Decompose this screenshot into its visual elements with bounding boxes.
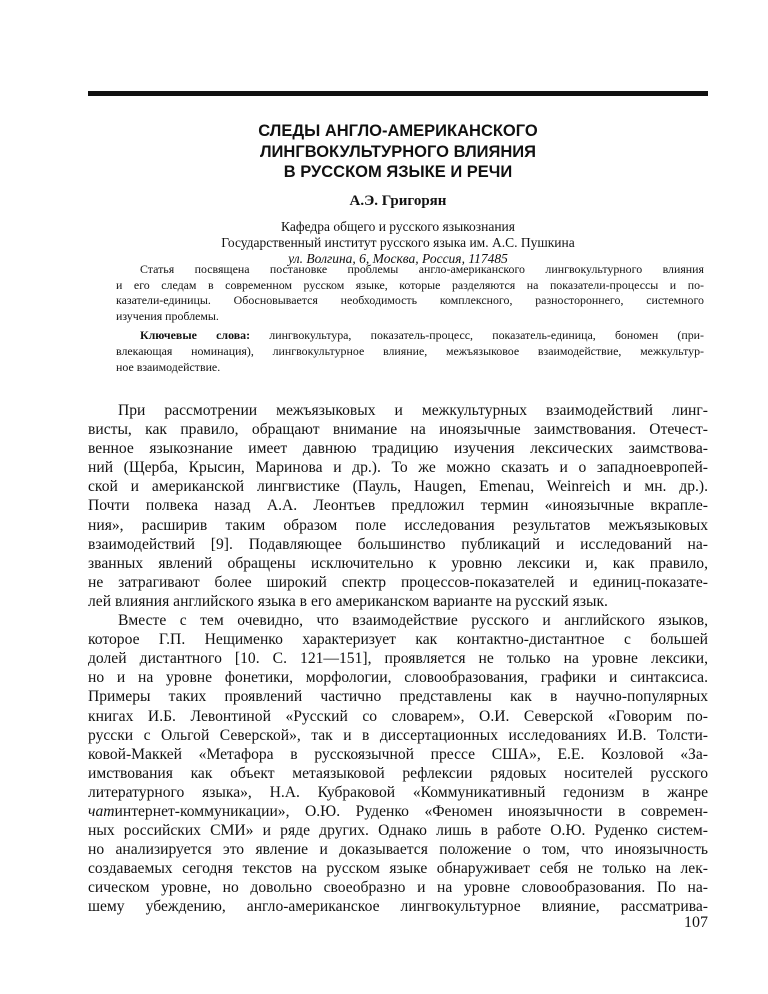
body-line: ния», расширив таким образом поле исследования результатов межъязыковых [88,516,708,534]
body-line: ний (Щерба, Крысин, Маринова и др.). То же можно сказать и о западноевропей- [88,459,708,477]
keywords-label: Ключевые слова: [140,328,251,343]
body-line: Примеры таких проявлений частично представлены как в научно-популярных [88,688,708,706]
author-name: А.Э. Григорян [349,193,447,209]
article-title [88,121,708,183]
body-line: ных российских СМИ» и ряде других. Однако лишь в работе О.Ю. Руденко систем- [88,822,708,840]
body-line [88,802,708,821]
body-line: венное языкознание имеет давнюю традицию изучения лексических заимствова- [88,440,708,458]
body-line: литературного языка», Н.А. Кубраковой «Коммуникативный гедонизм в жанре [88,783,708,801]
body-line: Почти полвека назад А.А. Леонтьев предложил термин «иноязычные вкрапле- [88,497,708,515]
body-line: но анализируется это явление и доказывается положение о том, что иноязычность [88,841,708,859]
body-line: книгах И.Б. Левонтиной «Русский со словарем», О.И. Северской «Говорим по- [88,707,708,725]
body-line: создаваемых сегодня текстов на русском языке обнаруживает себя не только на лек- [88,860,708,878]
institute-name: Государственный институт русского языка им. А.С. Пушкина [221,235,575,250]
department-name: Кафедра общего и русского языкознания [281,219,515,234]
body-line: лей влияния английского языка в его американском варианте на русский язык. [88,592,608,610]
body-line: висты, как правило, обращают внимание на иноязычные заимствования. Отечест- [88,421,708,439]
title-line: СЛЕДЫ АНГЛО-АМЕРИКАНСКОГО [258,122,538,140]
postal-address: ул. Волгина, 6, Москва, Россия, 117485 [288,251,508,266]
body-line: которое Г.П. Нещименко характеризует как контактно-дистантное с большей [88,631,708,649]
abstract-line: казатели-единицы. Обосновывается необходимость комплексного, разностороннего, системного [116,293,704,308]
abstract-line: Статья посвящена постановке проблемы англо-американского лингвокультурного влияния [140,262,704,276]
body-line: имствования как объект метаязыковой рефлексии рядовых носителей русского [88,764,708,782]
body-line: шему убеждению, англо-американское лингвокультурное влияние, рассматрива- [88,898,708,916]
header-rule [88,91,708,96]
affiliation-block [88,219,708,267]
title-line: ЛИНГВОКУЛЬТУРНОГО ВЛИЯНИЯ [259,142,537,161]
body-line: взаимодействий [9]. Подавляющее большинство публикаций и исследований на- [88,535,708,553]
abstract [116,262,704,375]
body-line: званных явлений обращены исключительно к уровню лексики и, как правило, [88,554,708,572]
abstract-line: и его следам в современном русском языке, которые разделяются на показатели-процессы и по- [116,277,704,292]
keywords-line: влекающая номинация), лингвокультурное влияние, межъязыковое взаимодействие, межкультур- [116,343,704,358]
body-text [88,401,708,917]
title-line: В РУССКОМ ЯЗЫКЕ И РЕЧИ [283,163,513,181]
abstract-line: изучения проблемы. [116,308,219,323]
body-line: русски с Ольгой Северской», так и в диссертационных исследованиях И.В. Толсти- [88,726,708,744]
body-line: сическом уровне, но довольно своеобразно и на уровне словообразования. По на- [88,879,708,897]
keywords-line: ное взаимодействие. [116,359,221,374]
keywords-text: лингвокультура, показатель-процесс, показатель-единица, бономен (при- [250,328,704,343]
keywords-line [116,328,704,344]
body-line: но и на уровне фонетики, морфологии, словообразования, графики и синтаксиса. [88,669,708,687]
body-line: Вместе с тем очевидно, что взаимодействие русского и английского языков, [118,612,708,630]
body-line: ковой-Маккей «Метафора в русскоязычной прессе США», Е.Е. Козловой «За- [88,745,708,763]
body-line: долей дистантного [10. С. 121—151], проявляется не только на уровне лексики, [88,650,708,668]
body-line: не затрагивают более широкий спектр процессов-показателей и единиц-показате- [88,573,708,591]
body-line-text: интернет-коммуникации», О.Ю. Руденко «Феномен иноязычности в современ- [114,802,708,820]
body-line: ской и американской лингвистике (Пауль, Haugen, Emenau, Weinreich и мн. др.). [88,478,708,496]
body-line: При рассмотрении межъязыковых и межкультурных взаимодействий линг- [118,402,708,419]
page-number: 107 [684,914,708,931]
italic-term: чат [88,802,115,820]
